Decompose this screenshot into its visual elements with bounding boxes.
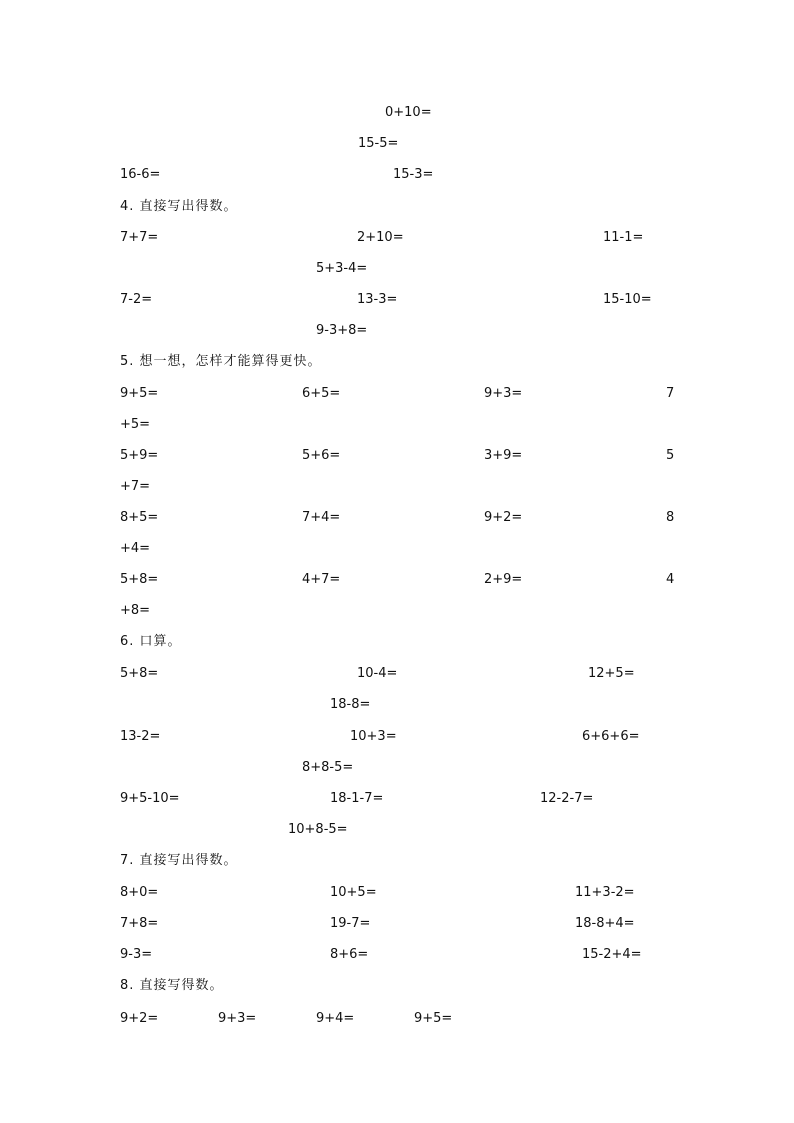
problem-text: 11-1= [603, 230, 644, 245]
problem-text: 12-2-7= [540, 791, 594, 806]
problem-text: 15-10= [603, 292, 652, 307]
problem-text: 10+5= [330, 885, 377, 900]
problem-text: 19-7= [330, 916, 371, 931]
problem-text: 6+5= [302, 386, 341, 401]
problem-text: +8= [120, 603, 151, 618]
problem-text: 15-3= [393, 167, 434, 182]
problem-text: 7+4= [302, 510, 341, 525]
problem-text: 9+4= [316, 1011, 355, 1026]
problem-text: 7 [666, 386, 675, 401]
section-heading: 7. 直接写出得数。 [120, 853, 238, 868]
problem-text: 0+10= [385, 105, 432, 120]
problem-text: 9+3= [484, 386, 523, 401]
problem-text: 8+6= [330, 947, 369, 962]
problem-text: 10+3= [350, 729, 397, 744]
section-heading: 6. 口算。 [120, 634, 182, 649]
section-heading: 8. 直接写得数。 [120, 978, 224, 993]
problem-text: 8 [666, 510, 675, 525]
problem-text: 18-8= [330, 697, 371, 712]
problem-text: 15-2+4= [582, 947, 642, 962]
problem-text: 9+5-10= [120, 791, 180, 806]
problem-text: +4= [120, 541, 151, 556]
problem-text: 16-6= [120, 167, 161, 182]
problem-text: 5+8= [120, 666, 159, 681]
problem-text: 4+7= [302, 572, 341, 587]
problem-text: 10+8-5= [288, 822, 348, 837]
problem-text: +5= [120, 417, 151, 432]
problem-text: 7-2= [120, 292, 153, 307]
problem-text: 5+6= [302, 448, 341, 463]
section-heading: 5. 想一想，怎样才能算得更快。 [120, 354, 322, 369]
problem-text: 10-4= [357, 666, 398, 681]
problem-text: 8+5= [120, 510, 159, 525]
problem-text: 9-3= [120, 947, 153, 962]
problem-text: 18-1-7= [330, 791, 384, 806]
problem-text: 9+2= [120, 1011, 159, 1026]
problem-text: 5+3-4= [316, 261, 368, 276]
problem-text: 7+8= [120, 916, 159, 931]
problem-text: 7+7= [120, 230, 159, 245]
problem-text: 13-3= [357, 292, 398, 307]
problem-text: 2+9= [484, 572, 523, 587]
problem-text: 15-5= [358, 136, 399, 151]
problem-text: 5+8= [120, 572, 159, 587]
problem-text: 3+9= [484, 448, 523, 463]
problem-text: 9+3= [218, 1011, 257, 1026]
problem-text: 12+5= [588, 666, 635, 681]
problem-text: 9-3+8= [316, 323, 368, 338]
problem-text: 13-2= [120, 729, 161, 744]
problem-text: 6+6+6= [582, 729, 640, 744]
section-heading: 4. 直接写出得数。 [120, 199, 238, 214]
problem-text: +7= [120, 479, 151, 494]
problem-text: 2+10= [357, 230, 404, 245]
problem-text: 5 [666, 448, 675, 463]
problem-text: 9+5= [414, 1011, 453, 1026]
problem-text: 8+8-5= [302, 760, 354, 775]
problem-text: 11+3-2= [575, 885, 635, 900]
problem-text: 18-8+4= [575, 916, 635, 931]
problem-text: 9+5= [120, 386, 159, 401]
problem-text: 4 [666, 572, 675, 587]
problem-text: 9+2= [484, 510, 523, 525]
problem-text: 8+0= [120, 885, 159, 900]
problem-text: 5+9= [120, 448, 159, 463]
